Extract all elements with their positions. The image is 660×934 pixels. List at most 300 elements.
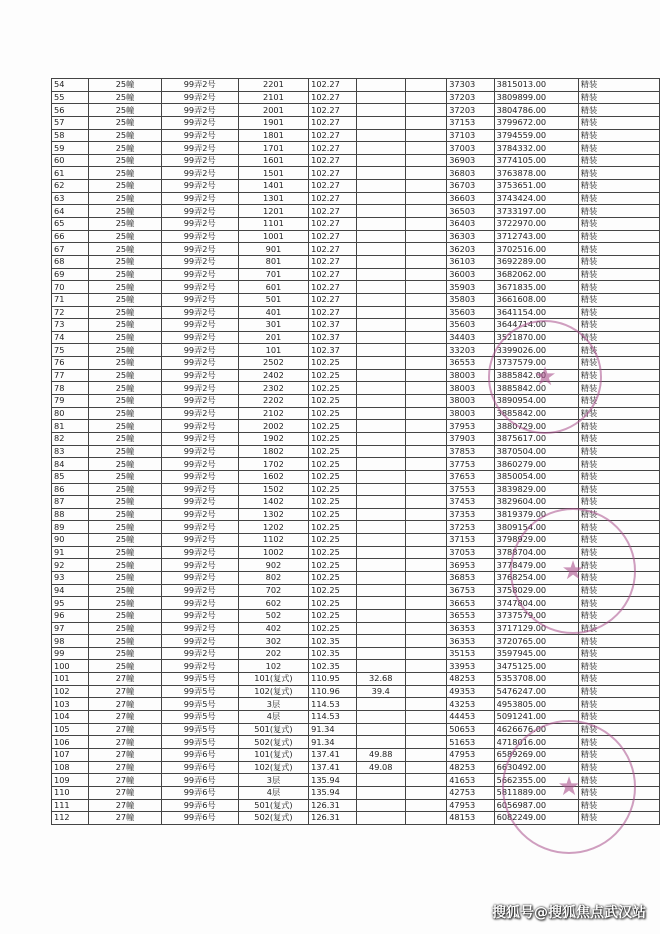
table-row [52,268,660,281]
empty-cell [405,319,446,332]
decoration-cell: 精装 [578,723,659,736]
unit-price-cell: 37103 [447,129,494,142]
table-row [52,660,660,673]
area-cell: 102.25 [309,559,357,572]
room-cell: 902 [238,559,308,572]
extra-area-cell [356,243,405,256]
extra-area-cell [356,382,405,395]
room-cell: 1602 [238,470,308,483]
extra-area-cell [356,546,405,559]
decoration-cell: 精装 [578,571,659,584]
building-cell: 25幢 [89,331,161,344]
unit-price-cell: 37753 [447,458,494,471]
room-cell: 501(复式) [238,723,308,736]
decoration-cell: 精装 [578,774,659,787]
empty-cell [405,306,446,319]
decoration-cell: 精装 [578,243,659,256]
total-price-cell: 3778479.00 [494,559,578,572]
total-price-cell: 3737579.00 [494,357,578,370]
unit-price-cell: 36203 [447,243,494,256]
room-cell: 501(复式) [238,799,308,812]
extra-area-cell [356,723,405,736]
decoration-cell: 精装 [578,281,659,294]
decoration-cell: 精装 [578,584,659,597]
total-price-cell: 3702516.00 [494,243,578,256]
table-row [52,445,660,458]
extra-area-cell [356,812,405,825]
table-row [52,306,660,319]
extra-area-cell [356,458,405,471]
total-price-cell: 3829604.00 [494,496,578,509]
address-cell: 99弄6号 [161,774,238,787]
total-price-cell: 3399026.00 [494,344,578,357]
room-cell: 1201 [238,205,308,218]
building-cell: 25幢 [89,129,161,142]
empty-cell [405,470,446,483]
decoration-cell: 精装 [578,546,659,559]
unit-price-cell: 44453 [447,711,494,724]
extra-area-cell [356,79,405,92]
extra-area-cell [356,559,405,572]
building-cell: 25幢 [89,243,161,256]
row-index: 76 [52,357,89,370]
total-price-cell: 3743424.00 [494,192,578,205]
decoration-cell: 精装 [578,91,659,104]
company-seal-stamp [510,508,636,634]
area-cell: 102.27 [309,218,357,231]
row-index: 106 [52,736,89,749]
extra-area-cell [356,508,405,521]
extra-area-cell [356,369,405,382]
room-cell: 4层 [238,786,308,799]
total-price-cell: 3692289.00 [494,255,578,268]
total-price-cell: 3720765.00 [494,635,578,648]
room-cell: 701 [238,268,308,281]
room-cell: 702 [238,584,308,597]
room-cell: 1101 [238,218,308,231]
row-index: 71 [52,293,89,306]
decoration-cell: 精装 [578,660,659,673]
building-cell: 25幢 [89,521,161,534]
empty-cell [405,521,446,534]
row-index: 58 [52,129,89,142]
building-cell: 25幢 [89,647,161,660]
unit-price-cell: 35603 [447,319,494,332]
building-cell: 25幢 [89,306,161,319]
extra-area-cell [356,470,405,483]
row-index: 100 [52,660,89,673]
empty-cell [405,293,446,306]
building-cell: 25幢 [89,534,161,547]
empty-cell [405,534,446,547]
table-row [52,255,660,268]
room-cell: 101(复式) [238,673,308,686]
address-cell: 99弄2号 [161,622,238,635]
decoration-cell: 精装 [578,786,659,799]
table-row [52,293,660,306]
total-price-cell: 3809154.00 [494,521,578,534]
unit-price-cell: 48153 [447,812,494,825]
table-row [52,167,660,180]
unit-price-cell: 34403 [447,331,494,344]
table-row [52,116,660,129]
room-cell: 302 [238,635,308,648]
extra-area-cell [356,420,405,433]
room-cell: 801 [238,255,308,268]
row-index: 105 [52,723,89,736]
decoration-cell: 精装 [578,230,659,243]
room-cell: 2001 [238,104,308,117]
building-cell: 25幢 [89,91,161,104]
unit-price-cell: 36653 [447,597,494,610]
building-cell: 25幢 [89,571,161,584]
unit-price-cell: 50653 [447,723,494,736]
decoration-cell: 精装 [578,357,659,370]
room-cell: 1701 [238,142,308,155]
unit-price-cell: 35603 [447,306,494,319]
decoration-cell: 精装 [578,167,659,180]
building-cell: 25幢 [89,268,161,281]
unit-price-cell: 47953 [447,748,494,761]
decoration-cell: 精装 [578,205,659,218]
address-cell: 99弄2号 [161,129,238,142]
area-cell: 126.31 [309,799,357,812]
address-cell: 99弄2号 [161,357,238,370]
decoration-cell: 精装 [578,483,659,496]
unit-price-cell: 36353 [447,622,494,635]
empty-cell [405,142,446,155]
unit-price-cell: 37953 [447,420,494,433]
extra-area-cell [356,116,405,129]
unit-price-cell: 37353 [447,508,494,521]
building-cell: 25幢 [89,496,161,509]
area-cell: 102.25 [309,420,357,433]
table-row [52,458,660,471]
empty-cell [405,673,446,686]
row-index: 79 [52,395,89,408]
area-cell: 102.27 [309,91,357,104]
unit-price-cell: 36853 [447,571,494,584]
address-cell: 99弄2号 [161,167,238,180]
building-cell: 27幢 [89,698,161,711]
empty-cell [405,395,446,408]
row-index: 85 [52,470,89,483]
extra-area-cell [356,268,405,281]
unit-price-cell: 51653 [447,736,494,749]
row-index: 74 [52,331,89,344]
area-cell: 91.34 [309,723,357,736]
empty-cell [405,357,446,370]
decoration-cell: 精装 [578,154,659,167]
row-index: 102 [52,685,89,698]
empty-cell [405,483,446,496]
address-cell: 99弄2号 [161,79,238,92]
empty-cell [405,761,446,774]
area-cell: 102.27 [309,154,357,167]
total-price-cell: 3784332.00 [494,142,578,155]
address-cell: 99弄5号 [161,698,238,711]
building-cell: 25幢 [89,154,161,167]
address-cell: 99弄2号 [161,255,238,268]
row-index: 80 [52,407,89,420]
area-cell: 102.25 [309,445,357,458]
address-cell: 99弄2号 [161,609,238,622]
empty-cell [405,698,446,711]
unit-price-cell: 47953 [447,799,494,812]
row-index: 55 [52,91,89,104]
table-row [52,470,660,483]
extra-area-cell [356,331,405,344]
area-cell: 91.34 [309,736,357,749]
total-price-cell: 3521870.00 [494,331,578,344]
room-cell: 802 [238,571,308,584]
total-price-cell: 5662355.00 [494,774,578,787]
decoration-cell: 精装 [578,192,659,205]
address-cell: 99弄5号 [161,673,238,686]
building-cell: 25幢 [89,79,161,92]
building-cell: 25幢 [89,584,161,597]
unit-price-cell: 35903 [447,281,494,294]
address-cell: 99弄2号 [161,407,238,420]
extra-area-cell [356,711,405,724]
total-price-cell: 3798929.00 [494,534,578,547]
address-cell: 99弄2号 [161,281,238,294]
room-cell: 1801 [238,129,308,142]
table-row [52,698,660,711]
unit-price-cell: 37253 [447,521,494,534]
row-index: 94 [52,584,89,597]
table-row [52,218,660,231]
row-index: 101 [52,673,89,686]
address-cell: 99弄2号 [161,192,238,205]
area-cell: 102.37 [309,344,357,357]
unit-price-cell: 38003 [447,382,494,395]
address-cell: 99弄2号 [161,647,238,660]
total-price-cell: 3788704.00 [494,546,578,559]
empty-cell [405,432,446,445]
unit-price-cell: 37453 [447,496,494,509]
building-cell: 27幢 [89,685,161,698]
unit-price-cell: 36703 [447,180,494,193]
extra-area-cell [356,736,405,749]
extra-area-cell [356,635,405,648]
area-cell: 102.35 [309,635,357,648]
empty-cell [405,205,446,218]
address-cell: 99弄2号 [161,91,238,104]
empty-cell [405,167,446,180]
area-cell: 110.95 [309,673,357,686]
room-cell: 502(复式) [238,812,308,825]
extra-area-cell [356,534,405,547]
total-price-cell: 3804786.00 [494,104,578,117]
row-index: 68 [52,255,89,268]
row-index: 90 [52,534,89,547]
building-cell: 25幢 [89,205,161,218]
area-cell: 137.41 [309,748,357,761]
building-cell: 25幢 [89,218,161,231]
row-index: 107 [52,748,89,761]
extra-area-cell [356,129,405,142]
area-cell: 102.27 [309,116,357,129]
room-cell: 1702 [238,458,308,471]
total-price-cell: 3880729.00 [494,420,578,433]
building-cell: 27幢 [89,723,161,736]
total-price-cell: 3860279.00 [494,458,578,471]
row-index: 97 [52,622,89,635]
area-cell: 102.25 [309,357,357,370]
address-cell: 99弄2号 [161,559,238,572]
decoration-cell: 精装 [578,622,659,635]
decoration-cell: 精装 [578,609,659,622]
table-row [52,230,660,243]
empty-cell [405,331,446,344]
address-cell: 99弄2号 [161,218,238,231]
area-cell: 102.25 [309,432,357,445]
total-price-cell: 3753651.00 [494,180,578,193]
extra-area-cell [356,91,405,104]
unit-price-cell: 36953 [447,559,494,572]
decoration-cell: 精装 [578,395,659,408]
address-cell: 99弄2号 [161,319,238,332]
decoration-cell: 精装 [578,698,659,711]
address-cell: 99弄2号 [161,458,238,471]
unit-price-cell: 36553 [447,357,494,370]
area-cell: 102.27 [309,104,357,117]
empty-cell [405,622,446,635]
building-cell: 25幢 [89,104,161,117]
empty-cell [405,496,446,509]
extra-area-cell [356,647,405,660]
empty-cell [405,192,446,205]
total-price-cell: 6589269.00 [494,748,578,761]
room-cell: 1001 [238,230,308,243]
empty-cell [405,91,446,104]
decoration-cell: 精装 [578,521,659,534]
total-price-cell: 3819379.00 [494,508,578,521]
unit-price-cell: 49353 [447,685,494,698]
unit-price-cell: 48253 [447,673,494,686]
total-price-cell: 3885842.00 [494,407,578,420]
decoration-cell: 精装 [578,736,659,749]
building-cell: 25幢 [89,432,161,445]
area-cell: 102.27 [309,167,357,180]
empty-cell [405,230,446,243]
decoration-cell: 精装 [578,470,659,483]
decoration-cell: 精装 [578,748,659,761]
building-cell: 27幢 [89,761,161,774]
building-cell: 25幢 [89,167,161,180]
row-index: 111 [52,799,89,812]
address-cell: 99弄2号 [161,230,238,243]
row-index: 96 [52,609,89,622]
total-price-cell: 3839829.00 [494,483,578,496]
row-index: 56 [52,104,89,117]
row-index: 99 [52,647,89,660]
area-cell: 102.27 [309,306,357,319]
area-cell: 102.27 [309,268,357,281]
decoration-cell: 精装 [578,369,659,382]
address-cell: 99弄2号 [161,142,238,155]
empty-cell [405,711,446,724]
extra-area-cell [356,584,405,597]
area-cell: 102.25 [309,407,357,420]
empty-cell [405,597,446,610]
area-cell: 102.25 [309,609,357,622]
decoration-cell: 精装 [578,180,659,193]
area-cell: 102.27 [309,281,357,294]
room-cell: 2302 [238,382,308,395]
area-cell: 102.27 [309,243,357,256]
row-index: 108 [52,761,89,774]
unit-price-cell: 36803 [447,167,494,180]
area-cell: 102.25 [309,369,357,382]
total-price-cell: 3875617.00 [494,432,578,445]
table-row [52,192,660,205]
room-cell: 601 [238,281,308,294]
table-row [52,685,660,698]
table-row [52,180,660,193]
unit-price-cell: 36103 [447,255,494,268]
area-cell: 102.27 [309,230,357,243]
building-cell: 25幢 [89,420,161,433]
table-row [52,243,660,256]
address-cell: 99弄2号 [161,116,238,129]
unit-price-cell: 48253 [447,761,494,774]
empty-cell [405,129,446,142]
decoration-cell: 精装 [578,673,659,686]
row-index: 88 [52,508,89,521]
area-cell: 135.94 [309,786,357,799]
room-cell: 102(复式) [238,761,308,774]
area-cell: 102.27 [309,293,357,306]
room-cell: 2201 [238,79,308,92]
address-cell: 99弄6号 [161,786,238,799]
empty-cell [405,736,446,749]
address-cell: 99弄2号 [161,546,238,559]
table-row [52,483,660,496]
decoration-cell: 精装 [578,508,659,521]
address-cell: 99弄2号 [161,306,238,319]
building-cell: 25幢 [89,508,161,521]
empty-cell [405,458,446,471]
room-cell: 2101 [238,91,308,104]
unit-price-cell: 36303 [447,230,494,243]
total-price-cell: 3768254.00 [494,571,578,584]
table-row [52,91,660,104]
empty-cell [405,243,446,256]
building-cell: 25幢 [89,357,161,370]
unit-price-cell: 36503 [447,205,494,218]
extra-area-cell [356,167,405,180]
building-cell: 25幢 [89,293,161,306]
empty-cell [405,609,446,622]
extra-area-cell [356,597,405,610]
company-seal-stamp [488,320,602,434]
empty-cell [405,407,446,420]
building-cell: 25幢 [89,445,161,458]
address-cell: 99弄2号 [161,635,238,648]
decoration-cell: 精装 [578,711,659,724]
room-cell: 502 [238,609,308,622]
area-cell: 102.25 [309,395,357,408]
row-index: 78 [52,382,89,395]
total-price-cell: 4953805.00 [494,698,578,711]
row-index: 60 [52,154,89,167]
building-cell: 25幢 [89,635,161,648]
unit-price-cell: 37853 [447,445,494,458]
address-cell: 99弄6号 [161,812,238,825]
total-price-cell: 4718016.00 [494,736,578,749]
